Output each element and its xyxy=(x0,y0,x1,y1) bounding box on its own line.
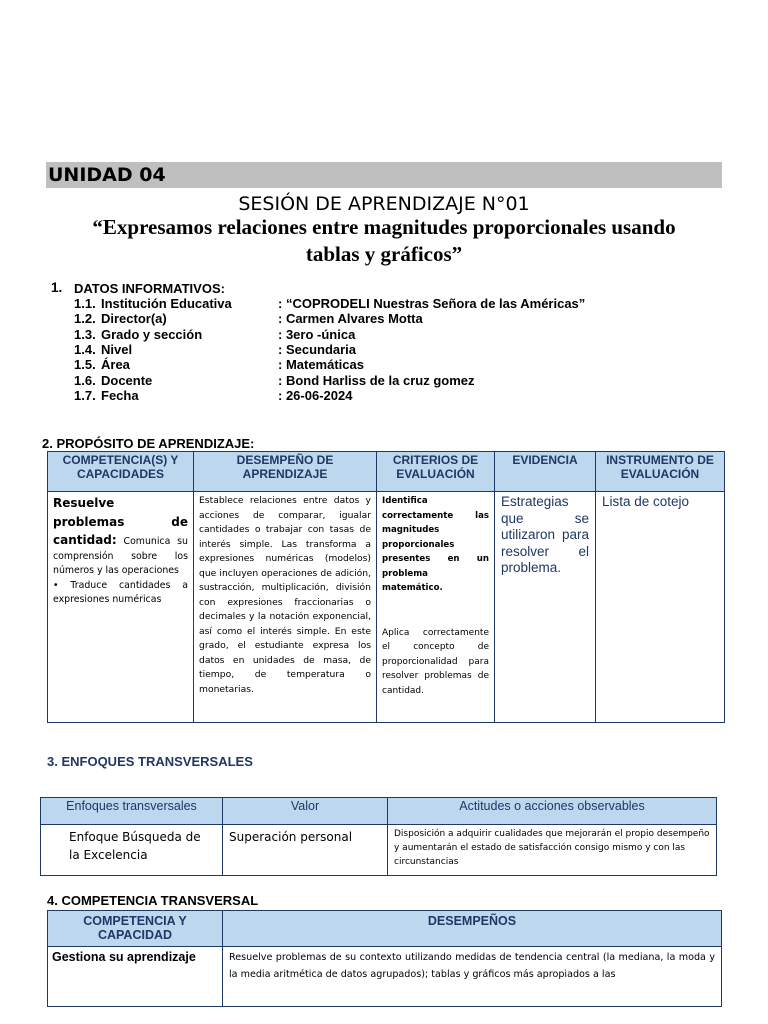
info-label: Grado y sección xyxy=(101,326,203,342)
info-num: 1.5. xyxy=(74,357,96,373)
info-value: : 26-06-2024 xyxy=(278,387,353,403)
info-row xyxy=(0,342,768,357)
header-actitudes: Actitudes o acciones observables xyxy=(388,798,717,825)
info-value: : “COPRODELI Nuestras Señora de las Américas” xyxy=(278,296,586,311)
competencia-cell xyxy=(48,492,194,723)
desempenos-cell: Resuelve problemas de su contexto utilizando medidas de tendencia central (la mediana, la moda y la media aritmética de datos agrupados); tablas y gráficos más apropiados a las xyxy=(223,947,722,1007)
enfoque-cell: Enfoque Búsqueda de la Excelencia xyxy=(41,825,223,876)
evidencia-text: Estrategias que se utilizaron para resolver el problema. xyxy=(501,494,589,575)
info-row xyxy=(0,311,768,326)
header-instrumento: INSTRUMENTO DE EVALUACIÓN xyxy=(596,452,725,492)
info-num: 1.6. xyxy=(74,372,96,388)
session-title: SESIÓN DE APRENDIZAJE N°01 xyxy=(238,193,530,215)
section2-title: 2. PROPÓSITO DE APRENDIZAJE: xyxy=(42,436,255,451)
header-evidencia: EVIDENCIA xyxy=(495,452,596,492)
gestiona-cell: Gestiona su aprendizaje xyxy=(48,947,223,1007)
info-label: Área xyxy=(101,357,130,373)
header-enfoques: Enfoques transversales xyxy=(41,798,223,825)
info-row xyxy=(0,388,768,403)
info-label: Director(a) xyxy=(101,311,167,327)
valor-cell: Superación personal xyxy=(223,825,388,876)
info-value: : Secundaria xyxy=(278,341,357,357)
info-row xyxy=(0,296,768,311)
info-row xyxy=(0,357,768,372)
desempeno-cell xyxy=(194,492,377,723)
header-competencia: COMPETENCIA(S) Y CAPACIDADES xyxy=(48,452,194,492)
info-value: : Carmen Alvares Motta xyxy=(278,311,423,327)
info-value: : 3ero -única xyxy=(278,326,356,342)
competencia-text: Comunica su comprensión sobre los números y las operaciones xyxy=(53,536,188,576)
main-title xyxy=(40,214,728,268)
info-num: 1.3. xyxy=(74,326,96,342)
info-num: 1.1. xyxy=(74,296,96,311)
section1-number: 1. xyxy=(51,280,63,295)
header-desempeno: DESEMPEÑO DE APRENDIZAJE xyxy=(194,452,377,492)
info-row xyxy=(0,373,768,388)
competencia-bold: Resuelve problemas de cantidad: xyxy=(53,496,188,547)
instrumento-cell xyxy=(596,492,725,723)
section4-title: 4. COMPETENCIA TRANSVERSAL xyxy=(47,893,259,908)
enfoques-table xyxy=(40,797,717,876)
section3-title: 3. ENFOQUES TRANSVERSALES xyxy=(47,754,253,769)
main-title-line-1: “Expresamos relaciones entre magnitudes proporcionales usando xyxy=(92,215,676,239)
info-label: Nivel xyxy=(101,341,133,357)
competencia-bullet: • Traduce cantidades a expresiones numéricas xyxy=(53,579,188,605)
criterio-2: Aplica correctamente el concepto de proporcionalidad para resolver problemas de cantidad. xyxy=(382,627,489,696)
header-desempenos: DESEMPEÑOS xyxy=(223,911,722,947)
main-title-line-2: tablas y gráficos” xyxy=(305,242,463,266)
criterios-cell xyxy=(377,492,495,723)
unit-title: UNIDAD 04 xyxy=(48,164,166,186)
info-value: : Matemáticas xyxy=(278,357,364,373)
info-label: Institución Educativa xyxy=(101,296,232,311)
actitudes-cell: Disposición a adquirir cualidades que mejorarán el propio desempeño y aumentarán el estado de satisfacción consigo mismo y con las circunstancias xyxy=(388,825,717,876)
competencia-transversal-table xyxy=(47,910,722,1007)
section1-title: DATOS INFORMATIVOS: xyxy=(74,281,225,296)
info-num: 1.4. xyxy=(74,341,96,357)
header-valor: Valor xyxy=(223,798,388,825)
info-num: 1.2. xyxy=(74,311,96,327)
header-criterios: CRITERIOS DE EVALUACIÓN xyxy=(377,452,495,492)
info-value: : Bond Harliss de la cruz gomez xyxy=(278,372,475,388)
header-competencia-capacidad: COMPETENCIA Y CAPACIDAD xyxy=(48,911,223,947)
info-label: Fecha xyxy=(101,387,139,403)
instrumento-text: Lista de cotejo xyxy=(602,494,690,509)
evidencia-cell xyxy=(495,492,596,723)
purpose-table xyxy=(47,451,725,723)
criterio-1: Identifica correctamente las magnitudes proporcionales presentes en un problema matemático. xyxy=(382,496,489,593)
desempeno-text: Establece relaciones entre datos y acciones de comparar, igualar cantidades o trabajar con tasas de interés simple. Las transforma a expresiones numéricas (modelos) que incluyen operaciones de adición, sustracción, multiplicación, división con expresiones fraccionarias o decimales y la notación exponencial, así como el interés simple. En este grado, el estudiante expresa los datos en unidades de masa, de tiempo, de temperatura o monetarias. xyxy=(199,495,371,695)
info-num: 1.7. xyxy=(74,387,96,403)
info-label: Docente xyxy=(101,372,153,388)
info-row xyxy=(0,327,768,342)
